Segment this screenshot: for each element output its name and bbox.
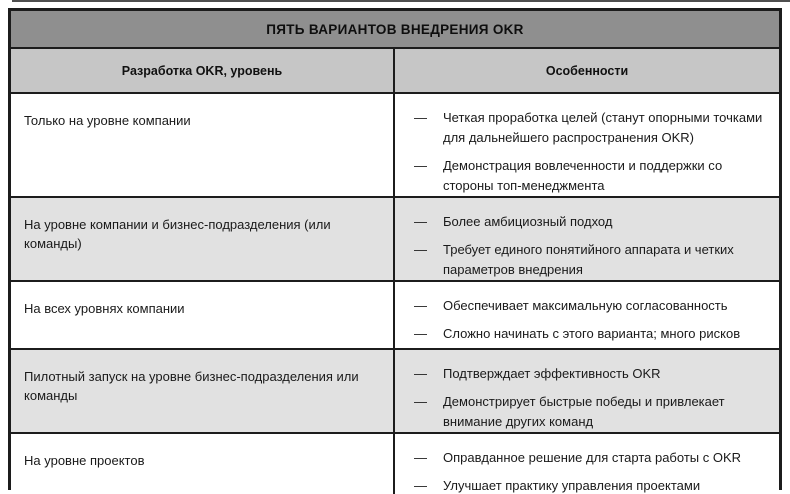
dash-bullet-icon: — bbox=[414, 110, 427, 125]
feature-text: Подтверждает эффективность OKR bbox=[443, 366, 661, 381]
feature-item bbox=[414, 240, 765, 280]
dash-bullet-icon: — bbox=[414, 366, 427, 381]
level-cell: На уровне проектов bbox=[11, 434, 395, 494]
feature-text: Более амбициозный подход bbox=[443, 214, 613, 229]
feature-item bbox=[414, 296, 765, 316]
table-row bbox=[11, 196, 779, 280]
feature-item bbox=[414, 392, 765, 432]
table-row bbox=[11, 280, 779, 348]
table-row bbox=[11, 348, 779, 432]
level-cell: Только на уровне компании bbox=[11, 94, 395, 196]
level-cell: Пилотный запуск на уровне бизнес-подразделения или команды bbox=[11, 350, 395, 432]
table-title: ПЯТЬ ВАРИАНТОВ ВНЕДРЕНИЯ OKR bbox=[266, 21, 524, 37]
features-cell bbox=[395, 350, 779, 432]
feature-item bbox=[414, 108, 765, 148]
dash-bullet-icon: — bbox=[414, 158, 427, 173]
table-row bbox=[11, 92, 779, 196]
features-cell bbox=[395, 282, 779, 348]
feature-text: Оправданное решение для старта работы с OKR bbox=[443, 450, 742, 465]
feature-text: Четкая проработка целей (станут опорными точками для дальнейшего распространения OKR) bbox=[443, 110, 763, 145]
feature-text: Сложно начинать с этого варианта; много рисков bbox=[443, 326, 741, 341]
okr-variants-table bbox=[8, 8, 782, 493]
features-cell bbox=[395, 434, 779, 494]
level-cell: На уровне компании и бизнес-подразделения (или команды) bbox=[11, 198, 395, 280]
table-header-row bbox=[11, 47, 779, 92]
dash-bullet-icon: — bbox=[414, 478, 427, 493]
feature-text: Требует единого понятийного аппарата и четких параметров внедрения bbox=[443, 242, 734, 277]
column-header-features: Особенности bbox=[545, 63, 629, 78]
features-cell bbox=[395, 94, 779, 196]
feature-item bbox=[414, 364, 765, 384]
feature-text: Демонстрация вовлеченности и поддержки со стороны топ-менеджмента bbox=[443, 158, 723, 193]
feature-item bbox=[414, 448, 765, 468]
dash-bullet-icon: — bbox=[414, 242, 427, 257]
scan-artifact-line bbox=[12, 0, 790, 2]
table-row bbox=[11, 432, 779, 494]
feature-text: Улучшает практику управления проектами bbox=[443, 478, 701, 493]
feature-item bbox=[414, 476, 765, 494]
features-cell bbox=[395, 198, 779, 280]
dash-bullet-icon: — bbox=[414, 394, 427, 409]
dash-bullet-icon: — bbox=[414, 298, 427, 313]
column-header-level: Разработка OKR, уровень bbox=[11, 49, 395, 92]
dash-bullet-icon: — bbox=[414, 450, 427, 465]
feature-item bbox=[414, 156, 765, 196]
feature-item bbox=[414, 212, 765, 232]
level-cell: На всех уровнях компании bbox=[11, 282, 395, 348]
feature-text: Демонстрирует быстрые победы и привлекает внимание других команд bbox=[443, 394, 725, 429]
dash-bullet-icon: — bbox=[414, 326, 427, 341]
table-title-bar bbox=[11, 11, 779, 47]
dash-bullet-icon: — bbox=[414, 214, 427, 229]
feature-item bbox=[414, 324, 765, 344]
feature-text: Обеспечивает максимальную согласованность bbox=[443, 298, 728, 313]
